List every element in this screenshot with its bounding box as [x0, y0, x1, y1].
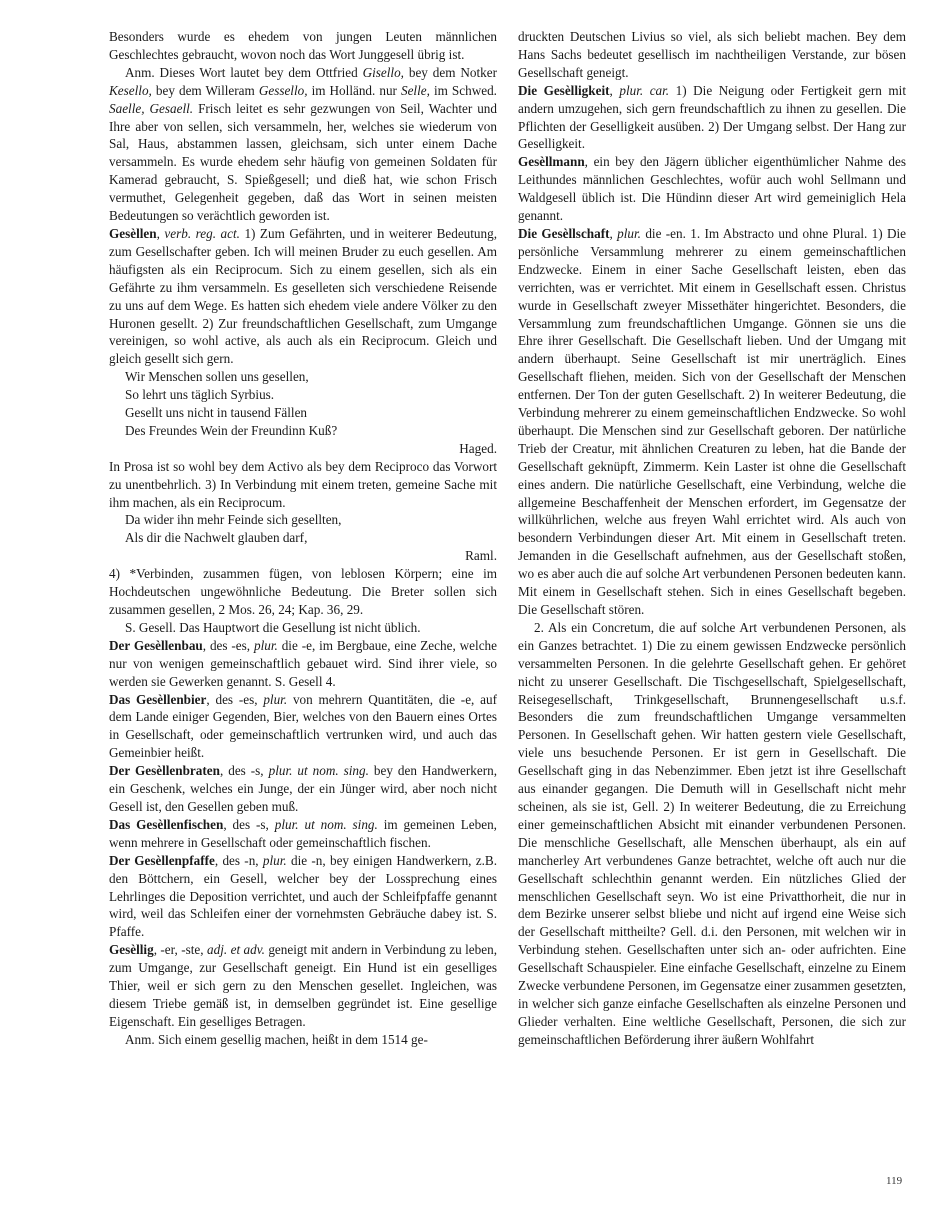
grammar-note: adj. et adv. [207, 942, 265, 958]
text-run: , des -es, [202, 637, 254, 653]
right-paragraph [518, 82, 906, 154]
text-run: , des -n, [214, 852, 263, 868]
left-paragraph [109, 225, 497, 368]
grammar-note: Gessello, [258, 82, 308, 98]
left-paragraph [109, 458, 497, 512]
text-run: Gesellt uns nicht in tausend Fällen [125, 405, 308, 421]
text-run: bey den Handwerkern, ein Geschenk, welches ein Junge, der ein Jünger wird, aber noch nicht Gesell ist, den Gesellen geben muß. [109, 763, 497, 814]
grammar-note: plur. car. [619, 82, 670, 98]
left-paragraph [109, 762, 497, 816]
text-run: im gemeinen Leben, wenn mehrere in Gesellschaft oder gemeinschaftlich fischen. [109, 816, 497, 850]
grammar-note: plur. [263, 691, 288, 707]
right-paragraph [518, 225, 906, 619]
text-run: , [609, 82, 620, 98]
left-column [109, 28, 497, 1049]
headword: Das Gesèllenfischen [109, 816, 224, 832]
text-run: 1) Die Neigung oder Fertigkeit gern mit andern umzugehen, sich gern freundschaftlich zu ihnen zu gesellen. Die Pflichten der Geselligkeit ausüben. 2) Der Umgang selbst. Der Hang zur Geselligkeit. [518, 82, 907, 152]
headword: Die Gesèllschaft [518, 225, 610, 241]
text-run: Da wider ihn mehr Feinde sich gesellten, [125, 512, 342, 528]
grammar-note: Saelle, Gesaell. [109, 100, 194, 116]
text-run: von mehrern Quantitäten, die -e, auf dem Lande einiger Gegenden, Bier, welches von den Bauern eines Ortes in Gesellschaft, oder gemeinschaftlich vertrunken wird, und auch das Gemeinbier heißt. [109, 691, 497, 761]
page-number: 119 [886, 1175, 903, 1187]
text-run: , -er, -ste, [153, 942, 208, 958]
text-run: die -en. 1. Im Abstracto und ohne Plural. 1) Die persönliche Versammlung mehrerer zu einem gemeinschaftlichen Endzwecke. Einem in einer Sache Gesellschaft leisten, eben das verrichten, was er verrichtet. Mit einem in Gesellschaft essen. Christus wurde in Gesellschaft zweyer Missethäter hingerichtet. Besonders, die Versammlung zum freundschaftlichen Umgange. Gönnen sie uns die Ehre ihrer Gesellschaft. Die Gesellschaft lieben. Und der Umgang mit andern überhaupt. Seine Gesellschaft ist mir unerträglich. Eines Gesellschaft fliehen, meiden. Sich von der Gesellschaft der Menschen entfernen. Der Ton der guten Gesellschaft. 2) In weiterer Bedeutung, die Verbindung mehrerer zu einem gemeinschaftlichen Endzwecke. So wohl überhaupt. Die Menschen sind zur Gesellschaft geboren. Der natürliche Trieb der Creatur, mit ähnlichen Creaturen zu leben, hat die Bande der Gesellschaft geknüpft, Zimmerm. Kein Laster ist ohne die Gesellschaft eines andern. Die natürliche Gesellschaft, eine Verbindung, welche die allgemeine Beschaffenheit der Menschen erfordert, im Gegensatze der willkührlichen, welche aus freyen Wahl errichtet wird. Als auch von besondern Verbindungen dieser Art. Mit einem in Gesellschaft treten. Jemanden in die Gesellschaft aufnehmen, aus der Gesellschaft stoßen, wo es aber auch die auf solche Art verbundenen Personen bedeuten kann. Mit einem in Gesellschaft stehen. Sich in eines Gesellschaft begeben. Die Gesellschaft stören. [518, 225, 906, 617]
left-paragraph [109, 816, 497, 852]
text-run: 4) *Verbinden, zusammen fügen, von leblosen Körpern; eine im Hochdeutschen ungewöhnliche Bedeutung. Die Breter sollen sich zusammen gesellen, 2 Mos. 26, 24; Kap. 36, 29. [109, 566, 497, 617]
left-verse-line [125, 404, 497, 422]
text-run: geneigt mit andern in Verbindung zu leben, zum Umgange, zur Gesellschaft geneigt. Ein Hund ist ein geselliges Thier, weil er sich gern zu den Menschen gesellet. Ingleichen, was diesem Triebe gemäß ist, in demselben gegründet ist. Eine gesellige Eigenschaft. Ein geselliges Betragen. [109, 942, 497, 1029]
right-column [518, 28, 906, 1049]
text-run: bey dem Willeram [151, 82, 259, 98]
text-run: Anm. Sich einem gesellig machen, heißt in dem 1514 ge- [125, 1031, 428, 1047]
text-run: In Prosa ist so wohl bey dem Activo als bey dem Reciproco das Vorwort zu unentbehrlich. 3) In Verbindung mit einem treten, gemeine Sache mit ihm machen, als ein Reciprocum. [109, 458, 497, 510]
text-run: die -e, im Bergbaue, eine Zeche, welche nur von wenigen gemeinschaftlich gebauet wird. Sind ihrer viele, so werden sie Gewerken genannt. S. Gesell 4. [109, 637, 497, 689]
text-run: So lehrt uns täglich Syrbius. [125, 387, 275, 403]
left-paragraph [109, 1031, 497, 1049]
headword: Gesèllmann [518, 154, 585, 170]
text-run: Haged. [459, 440, 497, 456]
text-run: Raml. [465, 548, 497, 564]
text-run: , ein bey den Jägern üblicher eigenthümlicher Nahme des Leithundes männlichen Geschlechtes, wofür auch wohl Sellmann und Waldgesell üblich ist. Die Hündinn dieser Art wird gemeiniglich Hela genannt. [518, 154, 906, 224]
left-paragraph [109, 637, 497, 691]
grammar-note: plur. ut nom. sing. [274, 816, 378, 832]
headword: Gesèllen [109, 225, 157, 241]
grammar-note: plur. [262, 852, 287, 868]
grammar-note: Selle, [400, 82, 430, 98]
left-verse-line [125, 422, 497, 440]
text-run: 2. Als ein Concretum, die auf solche Art verbundenen Personen, als ein Ganzes betrachtet. 1) Die zu einem gewissen Endzwecke persönlich versammelten Personen. In die gelehrte Gesellschaft gehen. Er gehöret nicht zu unserer Gesellschaft. Die Tischgesellschaft, Spielgesellschaft, Reisegesellschaft, Trinkgesellschaft, Brunnengesellschaft u.s.f. Besonders die zum freundschaftlichen Umgange versammelten Personen. In Gesellschaft gehen. Wir hatten gestern viele Gesellschaft, viele uns besuchende Personen. Er ist gern in Gesellschaft. Die Gesellschaft ging in das Nebenzimmer. Eben jetzt ist ihre Gesellschaft aus einander gegangen. Die Demuth will in Gesellschaft nicht mehr scheinen, als sie ist, Gell. 2) In weiterer Bedeutung, die zu Erreichung einer gemeinschaftlichen Absicht mit einander verbundenen Personen. Die menschliche Gesellschaft, alle Menschen überhaupt, als ein auf mancherley Art verbundenes Ganze betrachtet, welche oft auch nur die Gesellschaft schlechthin genannt werden. Ein nützliches Glied der menschlichen Gesellschaft seyn. Wo ist eine Privatthorheit, die nur in dem Bezirke unserer selbst bliebe und nicht auf irgend eine Weise sich der Gesellschaft mittheilte? Gell. d.i. den Personen, mit welchen wir in Verbindung stehen. Gesellschaften unter sich an- oder aufrichten. Eine Gesellschaft Schauspieler. Eine einfache Gesellschaft, einzelne zu Einem Zwecke verbundene Personen, im Gegensatze einer zusammen gesetzten, in welcher sich ganze einfache Gesellschaften als einzelne Personen und Glieder verhalten. Eine weltliche Gesellschaft, Personen, die sich zur gemeinschaftlichen Beförderung ihrer äußern Wohlfahrt [518, 619, 906, 1047]
headword: Das Gesèllenbier [109, 691, 207, 707]
headword: Die Gesèlligkeit [518, 82, 610, 98]
text-run: Als dir die Nachwelt glauben darf, [125, 530, 308, 546]
text-run: , [609, 225, 618, 241]
left-verse-line [125, 386, 497, 404]
headword: Der Gesèllenbau [109, 637, 203, 653]
text-run: S. Gesell. Das Hauptwort die Gesellung ist nicht üblich. [125, 619, 421, 635]
text-run: druckten Deutschen Livius so viel, als sich beliebt machen. Bey dem Hans Sachs bedeutet gesellisch im nachtheiligen Verstande, zur bösen Gesellschaft geneigt. [518, 29, 906, 80]
headword: Der Gesèllenbraten [109, 763, 220, 779]
left-paragraph [109, 941, 497, 1031]
grammar-note: verb. reg. act. [164, 225, 240, 241]
text-run: , [156, 225, 165, 241]
text-run: die -n, bey einigen Handwerkern, z.B. den Böttchern, ein Gesell, welcher bey der Lossprechung eines Lehrlinges die Deposition verrichtet, und auch der Schleifpfaffe genannt wird, weil das Schleifen einer der vornehmsten Gebräuche dabey ist. S. Pfaffe. [109, 852, 497, 940]
right-paragraph [518, 28, 906, 82]
headword: Gesèllig [109, 942, 154, 958]
grammar-note: Gisello, [362, 64, 404, 80]
text-run: Besonders wurde es ehedem von jungen Leuten männlichen Geschlechtes gebraucht, wovon noch das Wort Junggesell übrig ist. [109, 29, 497, 62]
right-paragraph [518, 619, 906, 1049]
text-run: , des -s, [219, 763, 269, 779]
text-run: Frisch leitet es sehr gezwungen von Seil, Wachter und Ihre aber von sellen, sich versammeln, her, welches sie wiederum von Sal, Haus, abstammen lassen, gleichsam, sich unter einem Dache versammeln. Es wurde ehedem sehr häufig von gemeinen Soldaten für Kamerad gebraucht, S. Spießgesell; und dieß hat, wie schon Frisch vermuthet, Gelegenheit gegeben, daß das Wort in seinen meisten Bedeutungen so verächtlich geworden ist. [109, 100, 497, 224]
text-run: im Holländ. nur [307, 82, 401, 98]
left-paragraph [109, 565, 497, 619]
left-quote-source [109, 547, 497, 565]
text-run: bey dem Notker [403, 64, 497, 80]
left-paragraph [109, 28, 497, 64]
right-paragraph [518, 153, 906, 225]
left-paragraph [109, 691, 497, 763]
left-quote-source [109, 440, 497, 458]
text-run: , des -es, [206, 691, 264, 707]
text-run: Des Freundes Wein der Freundinn Kuß? [125, 422, 338, 438]
text-run: , des -s, [223, 816, 275, 832]
text-run: im Schwed. [429, 82, 497, 98]
left-paragraph [109, 619, 497, 637]
grammar-note: plur. ut nom. sing. [268, 763, 369, 779]
grammar-note: Kesello, [109, 82, 152, 98]
left-verse-line [125, 368, 497, 386]
text-run: Anm. Dieses Wort lautet bey dem Ottfried [125, 64, 363, 80]
left-verse-line [125, 529, 497, 547]
left-verse-line [125, 511, 497, 529]
left-paragraph [109, 64, 497, 225]
left-paragraph [109, 852, 497, 942]
text-run: 1) Zum Gefährten, und in weiterer Bedeutung, zum Gesellschafter geben. Ich will meinen Bruder zu euch gesellen. Am häufigsten als ein Reciprocum. Sich zu einem gesellen, sich als ein Gefährte zu ihm versammeln. Es geselleten sich verschiedene Reisende zu uns auf dem Wege. Es hatten sich ehedem viele andere Völker zu den Huronen gesellt. 2) Zur freundschaftlichen Gesellschaft, zum Umgange vereinigen, so wohl active, als auch als ein Reciprocum. Gleich und gleich gesellt sich gern. [109, 225, 498, 367]
text-run: Wir Menschen sollen uns gesellen, [125, 369, 309, 385]
grammar-note: plur. [253, 637, 278, 653]
headword: Der Gesèllenpfaffe [109, 852, 215, 868]
grammar-note: plur. [617, 225, 641, 241]
